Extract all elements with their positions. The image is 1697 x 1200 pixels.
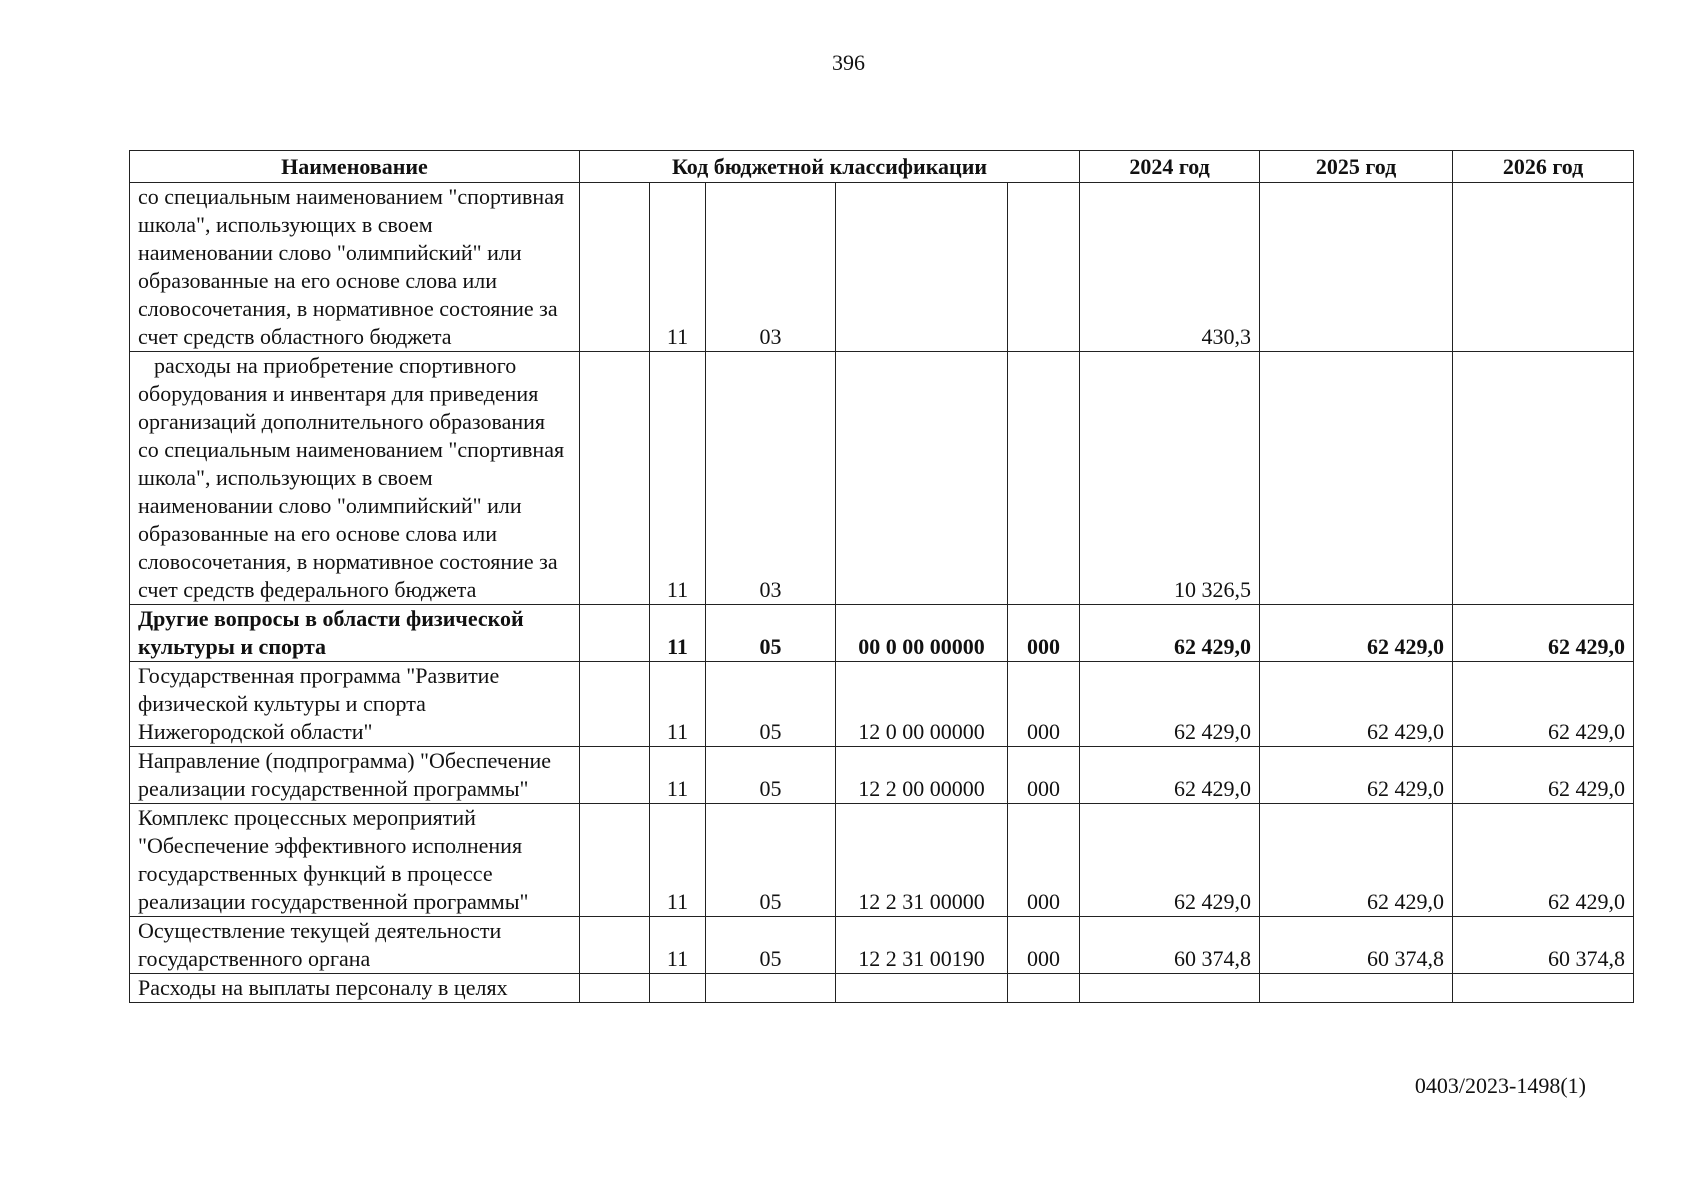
row-expense-type-code: 000: [1008, 747, 1080, 804]
row-section-code: 11: [650, 804, 706, 917]
row-expense-type-code: 000: [1008, 605, 1080, 662]
row-amount-2026: 62 429,0: [1453, 605, 1634, 662]
row-target-code: [836, 183, 1008, 352]
row-amount-2024: 60 374,8: [1080, 917, 1260, 974]
document-registration-number: 0403/2023-1498(1): [1414, 1073, 1586, 1098]
row-section-code: 11: [650, 352, 706, 605]
row-subsection-code: 05: [706, 917, 836, 974]
table-row: [130, 352, 1634, 605]
row-section-code: 11: [650, 917, 706, 974]
row-amount-2024: 62 429,0: [1080, 605, 1260, 662]
empty-cell: [580, 605, 650, 662]
empty-cell: [580, 974, 650, 1003]
row-name: Комплекс процессных мероприятий "Обеспечение эффективного исполнения государственных функций в процессе реализации государственной программы": [130, 804, 580, 917]
row-amount-2025: [1260, 183, 1453, 352]
row-subsection-code: 03: [706, 352, 836, 605]
row-amount-2024: [1080, 974, 1260, 1003]
row-amount-2024: 10 326,5: [1080, 352, 1260, 605]
row-target-code: [836, 352, 1008, 605]
row-amount-2026: [1453, 974, 1634, 1003]
table-header-row: [130, 151, 1634, 183]
header-budget-code: Код бюджетной классификации: [580, 151, 1080, 183]
row-amount-2024: 62 429,0: [1080, 662, 1260, 747]
table-row: [130, 662, 1634, 747]
row-amount-2024: 62 429,0: [1080, 747, 1260, 804]
row-name: Другие вопросы в области физической культуры и спорта: [130, 605, 580, 662]
row-amount-2026: 62 429,0: [1453, 662, 1634, 747]
row-expense-type-code: 000: [1008, 662, 1080, 747]
empty-cell: [580, 183, 650, 352]
table-row: [130, 183, 1634, 352]
page-number: 396: [832, 50, 865, 75]
row-amount-2025: 62 429,0: [1260, 662, 1453, 747]
empty-cell: [580, 917, 650, 974]
row-subsection-code: [706, 974, 836, 1003]
row-amount-2025: 62 429,0: [1260, 747, 1453, 804]
budget-table: [129, 150, 1634, 1003]
row-target-code: 12 2 00 00000: [836, 747, 1008, 804]
row-subsection-code: 05: [706, 662, 836, 747]
row-name: Осуществление текущей деятельности государственного органа: [130, 917, 580, 974]
row-section-code: [650, 974, 706, 1003]
row-expense-type-code: 000: [1008, 917, 1080, 974]
row-amount-2026: [1453, 183, 1634, 352]
row-name: Направление (подпрограмма) "Обеспечение реализации государственной программы": [130, 747, 580, 804]
row-amount-2024: 430,3: [1080, 183, 1260, 352]
row-target-code: 12 0 00 00000: [836, 662, 1008, 747]
header-2026: 2026 год: [1453, 151, 1634, 183]
row-section-code: 11: [650, 605, 706, 662]
row-subsection-code: 05: [706, 605, 836, 662]
header-2024: 2024 год: [1080, 151, 1260, 183]
row-name: Государственная программа "Развитие физической культуры и спорта Нижегородской области": [130, 662, 580, 747]
empty-cell: [580, 804, 650, 917]
row-expense-type-code: 000: [1008, 804, 1080, 917]
row-target-code: 12 2 31 00000: [836, 804, 1008, 917]
row-expense-type-code: [1008, 974, 1080, 1003]
row-amount-2025: [1260, 352, 1453, 605]
row-amount-2025: 62 429,0: [1260, 804, 1453, 917]
header-2025: 2025 год: [1260, 151, 1453, 183]
empty-cell: [580, 352, 650, 605]
row-amount-2025: 62 429,0: [1260, 605, 1453, 662]
empty-cell: [580, 662, 650, 747]
header-name: Наименование: [130, 151, 580, 183]
table-row: [130, 605, 1634, 662]
row-amount-2025: 60 374,8: [1260, 917, 1453, 974]
table-row: [130, 804, 1634, 917]
table-row: [130, 747, 1634, 804]
row-expense-type-code: [1008, 352, 1080, 605]
row-subsection-code: 03: [706, 183, 836, 352]
table-row: [130, 974, 1634, 1003]
row-section-code: 11: [650, 747, 706, 804]
row-target-code: [836, 974, 1008, 1003]
row-name: Расходы на выплаты персоналу в целях: [130, 974, 580, 1003]
row-subsection-code: 05: [706, 804, 836, 917]
empty-cell: [580, 747, 650, 804]
table-row: [130, 917, 1634, 974]
row-amount-2026: [1453, 352, 1634, 605]
row-target-code: 12 2 31 00190: [836, 917, 1008, 974]
row-target-code: 00 0 00 00000: [836, 605, 1008, 662]
row-amount-2026: 62 429,0: [1453, 747, 1634, 804]
row-expense-type-code: [1008, 183, 1080, 352]
row-amount-2024: 62 429,0: [1080, 804, 1260, 917]
row-subsection-code: 05: [706, 747, 836, 804]
row-name: со специальным наименованием "спортивная школа", использующих в своем наименовании слово "олимпийский" или образованные на его основе слова или словосочетания, в нормативное состояние за счет средств областного бюджета: [130, 183, 580, 352]
row-amount-2026: 62 429,0: [1453, 804, 1634, 917]
row-section-code: 11: [650, 662, 706, 747]
row-name: расходы на приобретение спортивного оборудования и инвентаря для приведения организаций дополнительного образования со специальным наименованием "спортивная школа", использующих в своем наименовании слово "олимпийский" или образованные на его основе слова или словосочетания, в нормативное состояние за счет средств федерального бюджета: [130, 352, 580, 605]
row-amount-2026: 60 374,8: [1453, 917, 1634, 974]
row-section-code: 11: [650, 183, 706, 352]
row-amount-2025: [1260, 974, 1453, 1003]
